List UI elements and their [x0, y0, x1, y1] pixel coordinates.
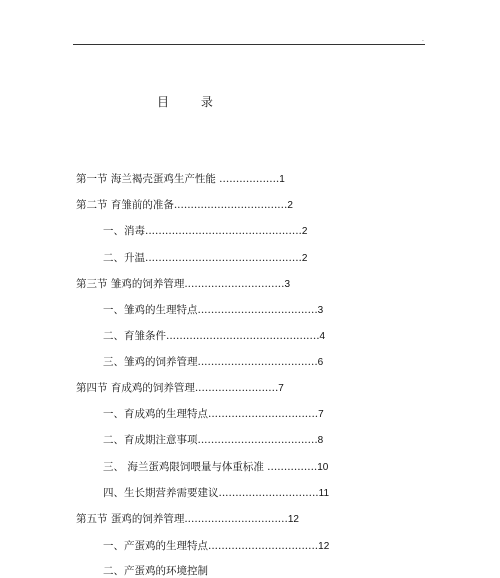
toc-page-number: 2 — [301, 226, 308, 237]
toc-leader: ............................................... — [145, 252, 302, 264]
toc-entry[interactable] — [103, 407, 324, 422]
toc-page-number: 8 — [317, 435, 324, 446]
toc-entry-label: 二、产蛋鸡的环境控制 — [103, 565, 208, 577]
toc-entry-label: 三、雏鸡的饲养管理 — [103, 356, 198, 368]
toc-entry-label: 二、育成期注意事项 — [103, 434, 198, 446]
toc-entry[interactable] — [103, 486, 329, 501]
toc-leader: .................. — [215, 173, 280, 185]
toc-entry-label: 二、升温 — [103, 252, 145, 264]
toc-page-number: 11 — [318, 488, 330, 499]
toc-page-number: 1 — [279, 174, 285, 185]
toc-leader: ............................................... — [145, 225, 302, 237]
toc-page-number: 12 — [287, 514, 299, 525]
toc-entry-label: 二、育雏条件 — [103, 330, 166, 342]
toc-leader: .............................. — [218, 487, 319, 499]
toc-page-number: 2 — [287, 200, 293, 211]
toc-entry-label: 一、产蛋鸡的生理特点 — [103, 540, 208, 552]
toc-leader: .................................... — [197, 304, 318, 316]
toc-page-number: 7 — [318, 409, 324, 420]
toc-page-number: 7 — [278, 383, 284, 394]
toc-leader: .............................. — [184, 278, 285, 290]
toc-leader: ................................. — [208, 408, 319, 420]
toc-leader: ......................... — [194, 382, 279, 394]
toc-entry[interactable] — [76, 198, 293, 213]
toc-entry[interactable] — [76, 172, 285, 187]
toc-entry[interactable] — [103, 251, 307, 266]
toc-entry[interactable] — [103, 224, 307, 239]
toc-leader: ............... — [263, 461, 318, 473]
header-mark: . — [422, 36, 424, 43]
toc-entry-label: 四、生长期营养需要建议 — [103, 487, 219, 499]
toc-page-number: 3 — [284, 279, 291, 290]
toc-entry[interactable] — [103, 564, 208, 578]
toc-entry[interactable] — [103, 460, 328, 475]
header-rule — [73, 44, 425, 45]
toc-page-number: 10 — [317, 462, 329, 473]
toc-page-number: 4 — [319, 331, 326, 342]
page-title: 目 录 — [157, 95, 227, 109]
toc-entry[interactable] — [103, 433, 323, 448]
toc-entry[interactable] — [76, 512, 299, 527]
toc-page-number: 3 — [317, 305, 324, 316]
toc-leader: ................................. — [208, 540, 319, 552]
toc-entry-label: 第四节 育成鸡的饲养管理 — [76, 382, 195, 394]
toc-entry-label: 一、育成鸡的生理特点 — [103, 408, 208, 420]
toc-entry[interactable] — [103, 329, 325, 344]
toc-leader: .................................... — [197, 356, 318, 368]
toc-page-number: 6 — [317, 357, 324, 368]
toc-entry-label: 第五节 蛋鸡的饲养管理 — [76, 513, 185, 525]
toc-entry[interactable] — [103, 539, 329, 554]
toc-leader: .................................. — [173, 199, 288, 211]
toc-entry[interactable] — [103, 303, 323, 318]
toc-entry-label: 一、消毒 — [103, 225, 145, 237]
toc-entry-label: 一、雏鸡的生理特点 — [103, 304, 198, 316]
toc-entry[interactable] — [103, 355, 323, 370]
toc-leader: ............................... — [184, 513, 288, 525]
toc-entry-label: 第一节 海兰褐壳蛋鸡生产性能 — [76, 173, 216, 185]
toc-entry-label: 第二节 育雏前的准备 — [76, 199, 174, 211]
toc-page-number: 2 — [301, 253, 308, 264]
toc-entry[interactable] — [76, 381, 284, 396]
toc-leader: .................................... — [197, 434, 318, 446]
toc-leader: .............................................. — [166, 330, 320, 342]
toc-page-number: 12 — [318, 541, 330, 552]
toc-entry-label: 三、 海兰蛋鸡限饲喂量与体重标准 — [103, 461, 264, 473]
toc-entry[interactable] — [76, 277, 290, 292]
toc-entry-label: 第三节 雏鸡的饲养管理 — [76, 278, 185, 290]
